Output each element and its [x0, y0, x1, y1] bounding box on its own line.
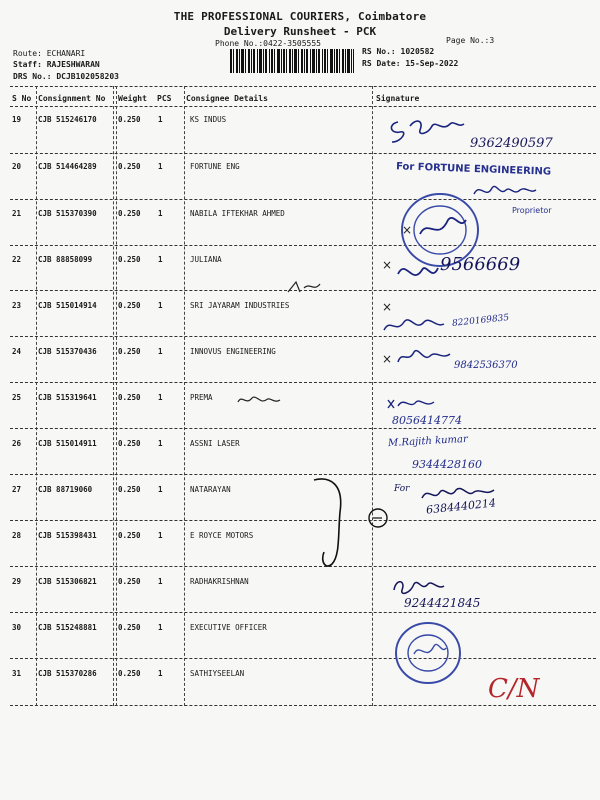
- row-consignee: SATHIYSEELAN: [190, 669, 245, 678]
- row-rule: [10, 428, 596, 429]
- route-label: Route: ECHANARI: [13, 49, 86, 58]
- row-consignee: KS INDUS: [190, 115, 227, 124]
- row-consignee: NATARAYAN: [190, 485, 231, 494]
- runsheet-subtitle: Delivery Runsheet - PCK: [223, 25, 377, 38]
- row-weight: 0.250: [118, 162, 141, 171]
- row-sno: 24: [12, 347, 22, 356]
- cn-mark: C/N: [488, 674, 540, 704]
- signature-phone: 9566669: [440, 254, 521, 275]
- round-seal-icon: [390, 618, 466, 688]
- row-consignment: CJB 515014914: [38, 301, 97, 310]
- signature-scribble-icon: [394, 344, 454, 368]
- row-consignment: CJB 514464289: [38, 162, 97, 171]
- row-weight: 0.250: [118, 531, 141, 540]
- row-rule: [10, 245, 596, 246]
- col-consignment: Consignment No: [38, 94, 106, 103]
- table-row: [0, 204, 600, 249]
- row-pcs: 1: [158, 439, 163, 448]
- row-pcs: 1: [158, 209, 163, 218]
- row-weight: 0.250: [118, 115, 141, 124]
- row-weight: 0.250: [118, 347, 141, 356]
- page-number: Page No.:3: [446, 36, 495, 45]
- row-consignment: CJB 515398431: [38, 531, 97, 540]
- row-consignee: EXECUTIVE OFFICER: [190, 623, 267, 632]
- cross-mark: ×: [382, 352, 393, 366]
- cross-mark: ×: [382, 300, 393, 314]
- row-consignment: CJB 515370286: [38, 669, 97, 678]
- company-title: THE PROFESSIONAL COURIERS, Coimbatore: [173, 10, 427, 23]
- row-pcs: 1: [158, 485, 163, 494]
- signature-phone: 9842536370: [454, 360, 518, 371]
- svg-text:×: ×: [402, 223, 413, 237]
- row-sno: 26: [12, 439, 22, 448]
- barcode-icon: [230, 49, 354, 73]
- row-pcs: 1: [158, 347, 163, 356]
- col-weight: Weight: [118, 94, 147, 103]
- row-pcs: 1: [158, 255, 163, 264]
- row-consignee: PREMA: [190, 393, 213, 402]
- row-sno: 25: [12, 393, 22, 402]
- table-row: [0, 572, 600, 617]
- row-sno: 31: [12, 669, 22, 678]
- row-consignment: CJB 515306821: [38, 577, 97, 586]
- table-row: [0, 618, 600, 663]
- row-pcs: 1: [158, 162, 163, 171]
- signature-scribble-icon: [380, 310, 450, 338]
- rs-number: RS No.: 1020582: [362, 47, 435, 56]
- row-pcs: 1: [158, 393, 163, 402]
- row-rule: [10, 382, 596, 383]
- row-pcs: 1: [158, 531, 163, 540]
- table-top-rule: [10, 86, 596, 87]
- signature-name: M.Rajith kumar: [387, 433, 469, 450]
- phone-number: Phone No.:0422-3505555: [215, 39, 321, 48]
- row-consignee: ASSNI LASER: [190, 439, 240, 448]
- fortune-proprietor: Proprietor: [512, 206, 552, 215]
- row-sno: 19: [12, 115, 22, 124]
- row-weight: 0.250: [118, 623, 141, 632]
- table-row: [0, 388, 600, 433]
- row-consignment: CJB 88858099: [38, 255, 93, 264]
- row-pcs: 1: [158, 669, 163, 678]
- rs-date: RS Date: 15-Sep-2022: [362, 59, 459, 68]
- row-sno: 29: [12, 577, 22, 586]
- row-weight: 0.250: [118, 255, 141, 264]
- row-consignee: RADHAKRISHNAN: [190, 577, 249, 586]
- row-sno: 30: [12, 623, 22, 632]
- table-header-rule: [10, 106, 596, 107]
- row-consignment: CJB 515014911: [38, 439, 97, 448]
- row-pcs: 1: [158, 115, 163, 124]
- table-row: [0, 296, 600, 341]
- col-sno: S No: [12, 94, 32, 103]
- row-sno: 27: [12, 485, 22, 494]
- row-pcs: 1: [158, 577, 163, 586]
- row-pcs: 1: [158, 301, 163, 310]
- row-consignment: CJB 88719060: [38, 485, 93, 494]
- row-weight: 0.250: [118, 485, 141, 494]
- row-pcs: 1: [158, 623, 163, 632]
- row-rule: [10, 336, 596, 337]
- row-consignment: CJB 515248881: [38, 623, 97, 632]
- row-weight: 0.250: [118, 669, 141, 678]
- table-bottom-rule: [10, 705, 596, 706]
- row-rule: [10, 153, 596, 154]
- drs-number: DRS No.: DCJB102058203: [13, 72, 119, 81]
- signature-scribble-icon: [236, 392, 282, 408]
- row-consignee: FORTUNE ENG: [190, 162, 240, 171]
- row-sno: 20: [12, 162, 22, 171]
- fortune-stamp: For FORTUNE ENGINEERING: [395, 161, 552, 178]
- row-weight: 0.250: [118, 301, 141, 310]
- staff-label: Staff: RAJESHWARAN: [13, 60, 100, 69]
- row-weight: 0.250: [118, 577, 141, 586]
- row-weight: 0.250: [118, 439, 141, 448]
- signature-phone: 8220169835: [451, 313, 510, 329]
- signature-scribble-icon: [286, 278, 326, 296]
- col-consignee: Consignee Details: [186, 94, 268, 103]
- row-consignment: CJB 515319641: [38, 393, 97, 402]
- signature-scribble-icon: [384, 392, 444, 414]
- row-consignee: JULIANA: [190, 255, 222, 264]
- row-sno: 28: [12, 531, 22, 540]
- row-rule: [10, 612, 596, 613]
- col-pcs: PCS: [157, 94, 172, 103]
- row-consignee: NABILA IFTEKHAR AHMED: [190, 209, 285, 218]
- row-consignment: CJB 515246170: [38, 115, 97, 124]
- row-sno: 21: [12, 209, 22, 218]
- row-sno: 23: [12, 301, 22, 310]
- col-signature: Signature: [376, 94, 420, 103]
- row-consignee: INNOVUS ENGINEERING: [190, 347, 276, 356]
- row-consignment: CJB 515370436: [38, 347, 97, 356]
- row-consignee: E ROYCE MOTORS: [190, 531, 254, 540]
- row-weight: 0.250: [118, 393, 141, 402]
- row-sno: 22: [12, 255, 22, 264]
- signature-phone: 8056414774: [392, 414, 462, 427]
- row-weight: 0.250: [118, 209, 141, 218]
- cross-mark: ×: [382, 258, 393, 272]
- row-rule: [10, 658, 596, 659]
- row-consignee: SRI JAYARAM INDUSTRIES: [190, 301, 290, 310]
- signature-scribble-icon: [388, 574, 448, 598]
- signature-phone: 9362490597: [470, 136, 553, 151]
- row-consignment: CJB 515370390: [38, 209, 97, 218]
- signature-phone: 9344428160: [412, 458, 482, 471]
- signature-phone: 9244421845: [404, 596, 481, 610]
- signature-phone: 6384440214: [425, 496, 497, 517]
- signature-for-label: For: [394, 484, 410, 494]
